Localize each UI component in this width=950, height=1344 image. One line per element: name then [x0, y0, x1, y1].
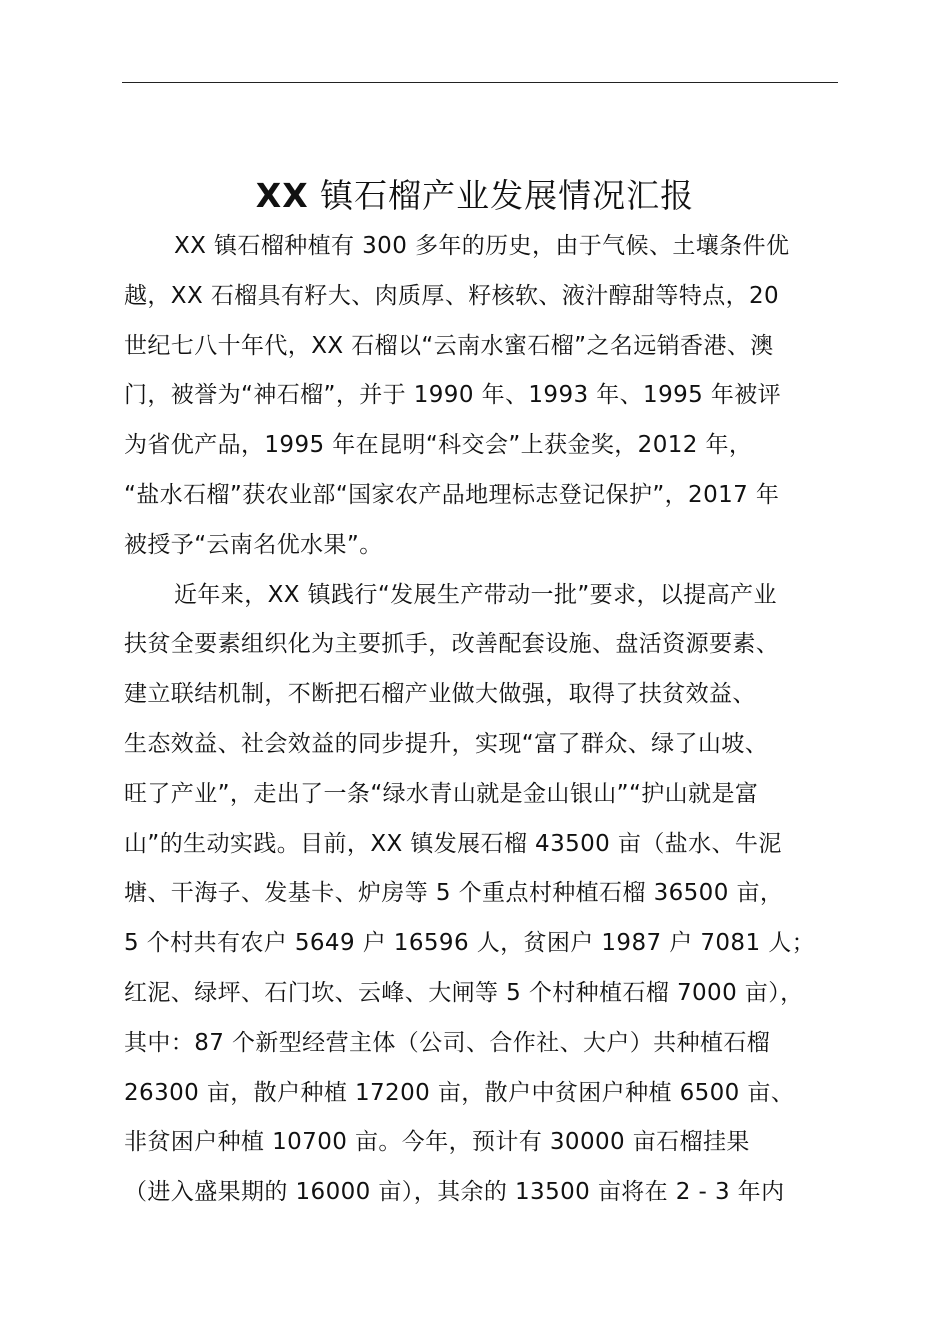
paragraph-history [124, 222, 864, 571]
text-line: “盐水石榴”获农业部“国家农产品地理标志登记保护”，2017 年 [124, 481, 780, 508]
title-prefix: XX [255, 176, 309, 216]
text-line: 其中：87 个新型经营主体（公司、合作社、大户）共种植石榴 [124, 1029, 771, 1056]
text-line: 近年来，XX 镇践行“发展生产带动一批”要求，以提高产业 [174, 581, 777, 608]
text-line: 旺了产业”，走出了一条“绿水青山就是金山银山”“护山就是富 [124, 780, 759, 807]
text-line: 塘、干海子、发基卡、炉房等 5 个重点村种植石榴 36500 亩， [124, 880, 784, 907]
text-line: 红泥、绿坪、石门坎、云峰、大闸等 5 个村种植石榴 7000 亩）， [124, 979, 804, 1006]
document-title [0, 170, 950, 222]
text-line: 越，XX 石榴具有籽大、肉质厚、籽核软、液汁醇甜等特点，20 [124, 282, 780, 309]
text-line: 26300 亩，散户种植 17200 亩，散户中贫困户种植 6500 亩、 [124, 1079, 795, 1106]
paragraph-recent-development [124, 571, 864, 1218]
text-line: 门，被誉为“神石榴”，并于 1990 年、1993 年、1995 年被评 [124, 382, 782, 409]
text-line: 山”的生动实践。目前，XX 镇发展石榴 43500 亩（盐水、牛泥 [124, 830, 782, 857]
text-line: 建立联结机制，不断把石榴产业做大做强，取得了扶贫效益、 [124, 681, 756, 708]
title-text: 镇石榴产业发展情况汇报 [308, 176, 695, 216]
text-line: 生态效益、社会效益的同步提升，实现“富了群众、绿了山坡、 [124, 730, 769, 757]
text-line: 为省优产品，1995 年在昆明“科交会”上获金奖，2012 年， [124, 432, 753, 459]
header-rule [122, 82, 838, 83]
document-body [124, 222, 864, 1218]
text-line: （进入盛果期的 16000 亩），其余的 13500 亩将在 2 - 3 年内 [124, 1179, 785, 1206]
text-line: 世纪七八十年代，XX 石榴以“云南水蜜石榴”之名远销香港、澳 [124, 332, 774, 359]
text-line: 非贫困户种植 10700 亩。今年，预计有 30000 亩石榴挂果 [124, 1129, 750, 1156]
text-line: 被授予“云南名优水果”。 [124, 531, 383, 558]
text-line: 5 个村共有农户 5649 户 16596 人，贫困户 1987 户 7081 人； [124, 930, 815, 957]
text-line: XX 镇石榴种植有 300 多年的历史，由于气候、土壤条件优 [174, 233, 790, 259]
text-line: 扶贫全要素组织化为主要抓手，改善配套设施、盘活资源要素、 [124, 631, 780, 658]
